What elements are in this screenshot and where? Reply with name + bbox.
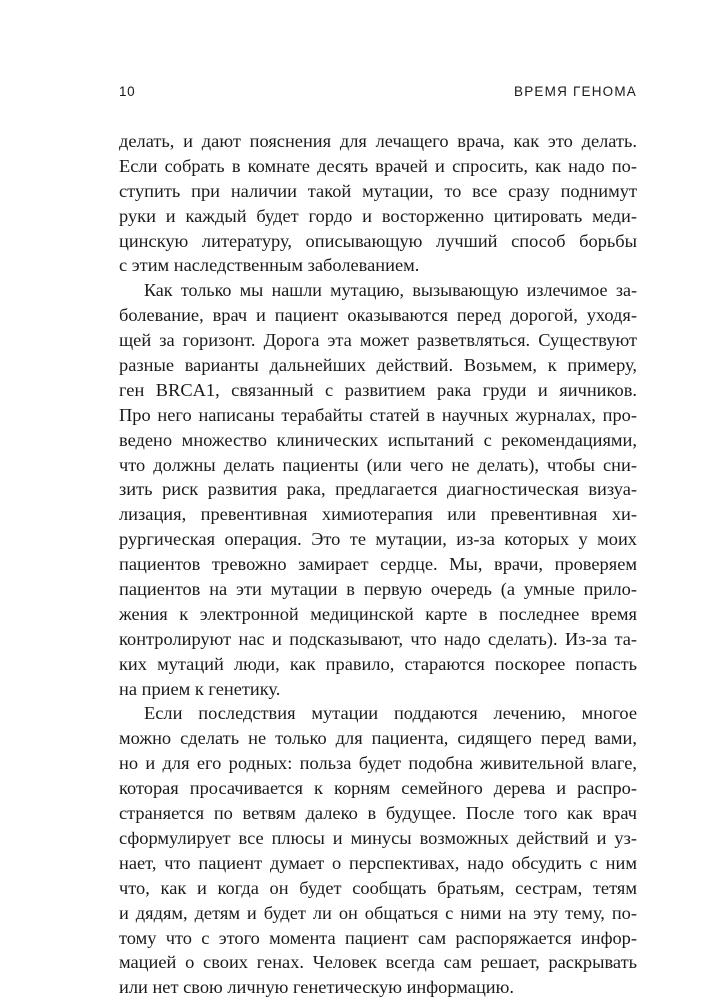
text-line: ких мутаций люди, как правило, стараются поскорее попасть [119, 653, 637, 674]
running-head [119, 84, 637, 102]
text-line: на прием к генетику. [119, 678, 281, 699]
text-line: болевание, врач и пациент оказываются перед дорогой, уходя- [119, 305, 637, 326]
text-line: пациентов тревожно замирает сердце. Мы, врачи, проверяем [119, 554, 637, 575]
text-line: ступить при наличии такой мутации, то все сразу поднимут [119, 180, 637, 201]
text-line: разные варианты дальнейших действий. Возьмем, к примеру, [119, 355, 637, 376]
text-line: делать, и дают пояснения для лечащего врача, как это делать. [119, 131, 637, 151]
text-line: что, как и когда он будет сообщать братьям, сестрам, тетям [119, 877, 637, 898]
text-line: нает, что пациент думает о перспективах, надо обсудить с ним [119, 852, 637, 873]
text-line: и дядям, детям и будет ли он общаться с ними на эту тему, по- [119, 902, 637, 923]
text-line: зить риск развития рака, предлагается диагностическая визуа- [119, 479, 637, 500]
body-text [119, 129, 637, 1000]
text-line: с этим наследственным заболеванием. [119, 255, 420, 276]
text-line: Про него написаны терабайты статей в научных журналах, про- [119, 404, 637, 425]
text-line: контролируют нас и подсказывают, что надо сделать). Из-за та- [119, 628, 637, 649]
page-number: 10 [119, 84, 136, 99]
text-line: мацией о своих генах. Человек всегда сам решает, раскрывать [119, 952, 637, 973]
text-line: что должны делать пациенты (или чего не делать), чтобы сни- [119, 454, 637, 475]
text-line: Если последствия мутации поддаются лечению, многое [144, 703, 637, 724]
text-line: можно сделать не только для пациента, сидящего перед вами, [119, 728, 637, 749]
paragraph [119, 129, 637, 278]
text-line: Как только мы нашли мутацию, вызывающую излечимое за- [144, 280, 637, 301]
text-line: цинскую литературу, описывающую лучший способ борьбы [119, 230, 637, 251]
text-line: Если собрать в комнате десять врачей и спросить, как надо по- [119, 155, 637, 176]
text-line: руки и каждый будет гордо и восторженно цитировать меди- [119, 205, 637, 226]
text-line: жения к электронной медицинской карте в последнее время [119, 603, 637, 624]
book-title: ВРЕМЯ ГЕНОМА [514, 84, 637, 99]
text-line: рургическая операция. Это те мутации, из-за которых у моих [119, 529, 637, 550]
text-line: ген BRCA1, связанный с развитием рака груди и яичников. [119, 379, 637, 400]
text-line: пациентов на эти мутации в первую очередь (а умные прило- [119, 579, 637, 600]
paragraph [119, 278, 637, 701]
text-line: лизация, превентивная химиотерапия или превентивная хи- [119, 504, 637, 525]
text-line: которая просачивается к корням семейного дерева и распро- [119, 778, 637, 799]
text-line: сформулирует все плюсы и минусы возможных действий и уз- [119, 827, 637, 848]
text-line: щей за горизонт. Дорога эта может разветвляться. Существуют [119, 330, 637, 351]
text-line: тому что с этого момента пациент сам распоряжается инфор- [119, 927, 637, 948]
text-line: страняется по ветвям далеко в будущее. После того как врач [119, 803, 637, 824]
text-line: или нет свою личную генетическую информацию. [119, 977, 514, 998]
paragraph [119, 701, 637, 1000]
text-line: но и для его родных: польза будет подобна живительной влаге, [119, 753, 637, 774]
text-line: ведено множество клинических испытаний с рекомендациями, [119, 429, 637, 450]
